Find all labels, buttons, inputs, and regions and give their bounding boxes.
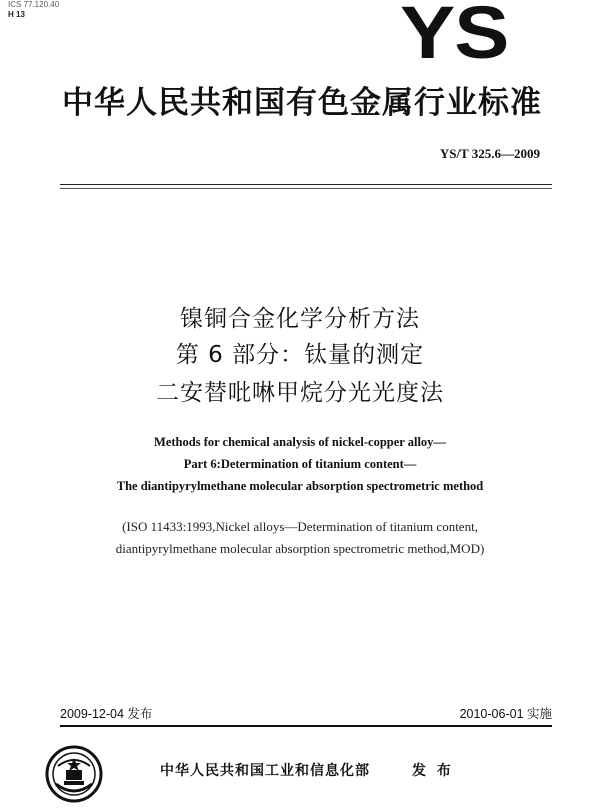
standard-title: 中华人民共和国有色金属行业标准 [62,85,542,121]
iso-reference-line2: diantipyrylmethane molecular absorption spectrometric method,MOD) [115,541,485,556]
category-code: H 13 [8,10,25,19]
ys-logo: YS [400,0,509,74]
title-cn-line1: 镍铜合金化学分析方法 [180,306,420,332]
title-en-line1: Methods for chemical analysis of nickel-copper alloy— [154,435,446,449]
issue-date: 2009-12-04 发布 [60,707,153,721]
title-en-line2: Part 6:Determination of titanium content— [183,457,417,471]
iso-reference-line1: (ISO 11433:1993,Nickel alloys—Determination of titanium content, [122,519,478,534]
title-cn-line3: 二安替吡啉甲烷分光光度法 [156,380,444,406]
national-emblem-icon [44,744,104,804]
issuer-suffix: 发 布 [412,763,454,779]
title-cn-line2: 第 6 部分：钛量的测定 [175,342,425,368]
header-rule [60,184,552,185]
standard-number: YS/T 325.6—2009 [439,146,540,161]
classification-codes [8,0,59,20]
issuer-name: 中华人民共和国工业和信息化部 [160,763,370,779]
header-rule-secondary [60,188,552,189]
ics-code: ICS 77.120.40 [8,0,60,9]
title-en-line3: The diantipyrylmethane molecular absorption spectrometric method [116,479,484,493]
footer-rule [60,725,552,727]
implementation-date: 2010-06-01 实施 [459,707,552,721]
